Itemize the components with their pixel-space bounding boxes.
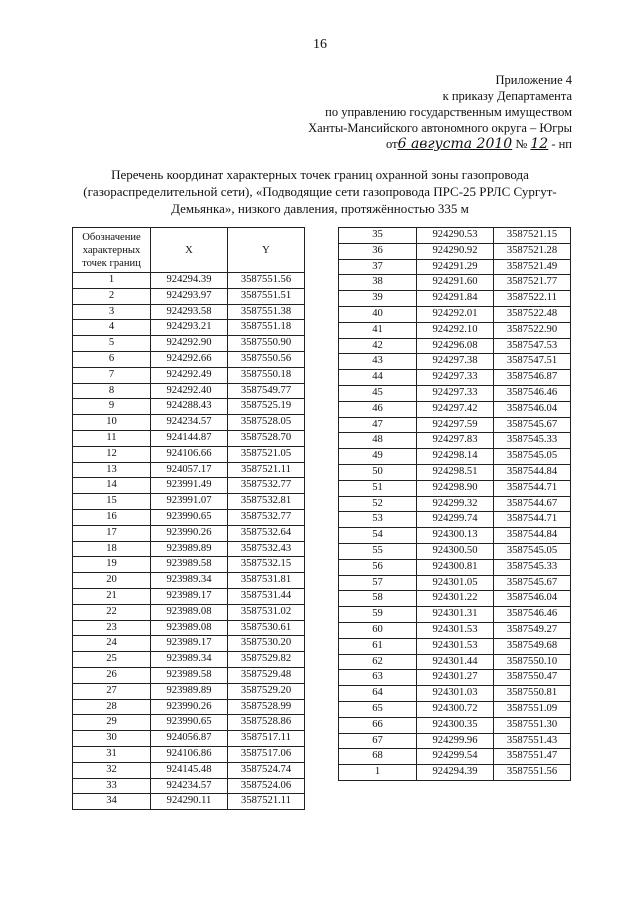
point-id: 37	[339, 259, 417, 275]
y-coordinate: 3587531.44	[228, 588, 305, 604]
table-row	[73, 478, 305, 494]
point-id: 30	[73, 731, 151, 747]
y-coordinate: 3587532.43	[228, 541, 305, 557]
x-coordinate: 924106.66	[151, 446, 228, 462]
table-row	[73, 383, 305, 399]
table-row	[339, 322, 571, 338]
point-id: 20	[73, 573, 151, 589]
point-id: 52	[339, 496, 417, 512]
table-row	[73, 652, 305, 668]
x-coordinate: 923990.65	[151, 509, 228, 525]
y-coordinate: 3587547.53	[494, 338, 571, 354]
table-row	[339, 228, 571, 244]
y-coordinate: 3587546.46	[494, 607, 571, 623]
point-id: 17	[73, 525, 151, 541]
table-row	[339, 670, 571, 686]
x-coordinate: 924291.29	[417, 259, 494, 275]
table-row	[339, 306, 571, 322]
x-coordinate: 924288.43	[151, 399, 228, 415]
table-header-row	[73, 228, 305, 273]
y-coordinate: 3587546.87	[494, 370, 571, 386]
y-coordinate: 3587544.67	[494, 496, 571, 512]
table-row	[73, 588, 305, 604]
x-coordinate: 924294.39	[151, 273, 228, 289]
document-title: Перечень координат характерных точек границ охранной зоны газопровода (газораспределительной сети), «Подводящие сети газопровода ПРС-25 РРЛС Сургут-Демьянка», низкого давления, протяжённостью 335 м	[83, 167, 557, 216]
table-row	[339, 607, 571, 623]
table-row	[73, 762, 305, 778]
table-row	[73, 336, 305, 352]
point-id: 4	[73, 320, 151, 336]
y-coordinate: 3587529.48	[228, 667, 305, 683]
x-coordinate: 924297.59	[417, 417, 494, 433]
point-id: 49	[339, 449, 417, 465]
x-coordinate: 924297.42	[417, 401, 494, 417]
y-coordinate: 3587522.90	[494, 322, 571, 338]
y-coordinate: 3587528.86	[228, 715, 305, 731]
x-coordinate: 924301.03	[417, 686, 494, 702]
table-row	[73, 415, 305, 431]
table-row	[73, 557, 305, 573]
x-coordinate: 924300.50	[417, 543, 494, 559]
x-coordinate: 923990.26	[151, 699, 228, 715]
y-coordinate: 3587551.30	[494, 717, 571, 733]
table-row	[73, 367, 305, 383]
point-id: 28	[73, 699, 151, 715]
table-row	[73, 399, 305, 415]
x-coordinate: 924144.87	[151, 430, 228, 446]
point-id: 60	[339, 622, 417, 638]
y-coordinate: 3587550.81	[494, 686, 571, 702]
table-row	[73, 288, 305, 304]
y-coordinate: 3587551.18	[228, 320, 305, 336]
y-coordinate: 3587524.06	[228, 778, 305, 794]
x-coordinate: 924299.96	[417, 733, 494, 749]
x-coordinate: 924294.39	[417, 765, 494, 781]
table-row	[73, 620, 305, 636]
y-coordinate: 3587532.77	[228, 509, 305, 525]
x-coordinate: 923989.34	[151, 652, 228, 668]
y-coordinate: 3587545.67	[494, 417, 571, 433]
y-coordinate: 3587521.77	[494, 275, 571, 291]
y-coordinate: 3587530.61	[228, 620, 305, 636]
x-coordinate: 924297.38	[417, 354, 494, 370]
x-coordinate: 924301.27	[417, 670, 494, 686]
table-row	[73, 304, 305, 320]
y-coordinate: 3587550.56	[228, 351, 305, 367]
x-coordinate: 924297.83	[417, 433, 494, 449]
table-row	[73, 746, 305, 762]
x-coordinate: 924234.57	[151, 415, 228, 431]
annex-line-department: по управлению государственным имуществом	[325, 105, 572, 119]
order-date-number	[308, 136, 572, 152]
table-row	[339, 338, 571, 354]
point-id: 21	[73, 588, 151, 604]
point-id: 1	[339, 765, 417, 781]
table-row	[339, 449, 571, 465]
header-x: X	[151, 228, 228, 273]
x-coordinate: 924300.35	[417, 717, 494, 733]
table-row	[339, 638, 571, 654]
y-coordinate: 3587531.81	[228, 573, 305, 589]
x-coordinate: 924106.86	[151, 746, 228, 762]
y-coordinate: 3587551.09	[494, 701, 571, 717]
table-row	[73, 494, 305, 510]
point-id: 45	[339, 385, 417, 401]
table-row	[73, 794, 305, 810]
y-coordinate: 3587521.49	[494, 259, 571, 275]
point-id: 57	[339, 575, 417, 591]
x-coordinate: 924293.97	[151, 288, 228, 304]
table-row	[339, 512, 571, 528]
x-coordinate: 924145.48	[151, 762, 228, 778]
coordinates-body-left	[73, 273, 305, 810]
point-id: 13	[73, 462, 151, 478]
y-coordinate: 3587532.64	[228, 525, 305, 541]
table-row	[339, 259, 571, 275]
point-id: 38	[339, 275, 417, 291]
y-coordinate: 3587544.84	[494, 464, 571, 480]
point-id: 1	[73, 273, 151, 289]
x-coordinate: 924297.33	[417, 370, 494, 386]
table-row	[73, 525, 305, 541]
x-coordinate: 924301.53	[417, 622, 494, 638]
x-coordinate: 924292.40	[151, 383, 228, 399]
number-suffix: - нп	[551, 137, 572, 151]
table-row	[73, 778, 305, 794]
table-row	[73, 446, 305, 462]
y-coordinate: 3587522.11	[494, 291, 571, 307]
x-coordinate: 924057.17	[151, 462, 228, 478]
annex-line-order: к приказу Департамента	[442, 89, 572, 103]
table-row	[339, 275, 571, 291]
table-row	[73, 351, 305, 367]
point-id: 43	[339, 354, 417, 370]
x-coordinate: 924292.49	[151, 367, 228, 383]
y-coordinate: 3587544.84	[494, 528, 571, 544]
y-coordinate: 3587544.71	[494, 512, 571, 528]
x-coordinate: 924296.08	[417, 338, 494, 354]
table-row	[339, 559, 571, 575]
point-id: 14	[73, 478, 151, 494]
handwritten-date: 6 августа 2010	[397, 136, 513, 152]
y-coordinate: 3587532.81	[228, 494, 305, 510]
x-coordinate: 924297.33	[417, 385, 494, 401]
x-coordinate: 924056.87	[151, 731, 228, 747]
x-coordinate: 924292.01	[417, 306, 494, 322]
y-coordinate: 3587524.74	[228, 762, 305, 778]
y-coordinate: 3587528.70	[228, 430, 305, 446]
y-coordinate: 3587550.18	[228, 367, 305, 383]
point-id: 62	[339, 654, 417, 670]
y-coordinate: 3587522.48	[494, 306, 571, 322]
y-coordinate: 3587545.33	[494, 559, 571, 575]
table-row	[339, 480, 571, 496]
point-id: 35	[339, 228, 417, 244]
table-row	[339, 591, 571, 607]
point-id: 36	[339, 243, 417, 259]
y-coordinate: 3587550.47	[494, 670, 571, 686]
point-id: 6	[73, 351, 151, 367]
number-prefix: №	[515, 137, 528, 151]
y-coordinate: 3587532.15	[228, 557, 305, 573]
y-coordinate: 3587549.77	[228, 383, 305, 399]
point-id: 10	[73, 415, 151, 431]
x-coordinate: 923990.65	[151, 715, 228, 731]
table-row	[73, 636, 305, 652]
point-id: 3	[73, 304, 151, 320]
x-coordinate: 924301.22	[417, 591, 494, 607]
point-id: 63	[339, 670, 417, 686]
point-id: 27	[73, 683, 151, 699]
x-coordinate: 923989.34	[151, 573, 228, 589]
y-coordinate: 3587521.11	[228, 462, 305, 478]
point-id: 68	[339, 749, 417, 765]
point-id: 61	[339, 638, 417, 654]
annex-header	[308, 72, 572, 152]
table-row	[73, 573, 305, 589]
annex-title: Приложение 4	[495, 73, 572, 87]
x-coordinate: 924291.60	[417, 275, 494, 291]
point-id: 16	[73, 509, 151, 525]
y-coordinate: 3587545.33	[494, 433, 571, 449]
x-coordinate: 924291.84	[417, 291, 494, 307]
point-id: 5	[73, 336, 151, 352]
point-id: 50	[339, 464, 417, 480]
y-coordinate: 3587546.04	[494, 591, 571, 607]
table-row	[73, 667, 305, 683]
y-coordinate: 3587546.04	[494, 401, 571, 417]
x-coordinate: 923989.08	[151, 620, 228, 636]
x-coordinate: 924293.21	[151, 320, 228, 336]
y-coordinate: 3587532.77	[228, 478, 305, 494]
x-coordinate: 923989.89	[151, 541, 228, 557]
x-coordinate: 923989.58	[151, 667, 228, 683]
point-id: 64	[339, 686, 417, 702]
point-id: 11	[73, 430, 151, 446]
point-id: 15	[73, 494, 151, 510]
table-row	[73, 462, 305, 478]
table-row	[73, 320, 305, 336]
table-row	[339, 528, 571, 544]
x-coordinate: 924300.81	[417, 559, 494, 575]
point-id: 46	[339, 401, 417, 417]
y-coordinate: 3587551.38	[228, 304, 305, 320]
point-id: 47	[339, 417, 417, 433]
y-coordinate: 3587550.90	[228, 336, 305, 352]
point-id: 51	[339, 480, 417, 496]
point-id: 40	[339, 306, 417, 322]
point-id: 19	[73, 557, 151, 573]
y-coordinate: 3587549.68	[494, 638, 571, 654]
x-coordinate: 923989.08	[151, 604, 228, 620]
point-id: 31	[73, 746, 151, 762]
x-coordinate: 924301.44	[417, 654, 494, 670]
x-coordinate: 924299.32	[417, 496, 494, 512]
y-coordinate: 3587549.27	[494, 622, 571, 638]
point-id: 29	[73, 715, 151, 731]
y-coordinate: 3587529.82	[228, 652, 305, 668]
table-row	[339, 733, 571, 749]
y-coordinate: 3587551.56	[494, 765, 571, 781]
point-id: 7	[73, 367, 151, 383]
point-id: 26	[73, 667, 151, 683]
x-coordinate: 924301.53	[417, 638, 494, 654]
x-coordinate: 923991.07	[151, 494, 228, 510]
y-coordinate: 3587545.05	[494, 449, 571, 465]
table-row	[73, 683, 305, 699]
y-coordinate: 3587525.19	[228, 399, 305, 415]
x-coordinate: 924298.90	[417, 480, 494, 496]
y-coordinate: 3587551.47	[494, 749, 571, 765]
handwritten-number: 12	[530, 136, 549, 152]
table-row	[339, 575, 571, 591]
table-row	[339, 291, 571, 307]
table-row	[339, 701, 571, 717]
table-row	[73, 699, 305, 715]
table-row	[339, 243, 571, 259]
y-coordinate: 3587530.20	[228, 636, 305, 652]
y-coordinate: 3587521.05	[228, 446, 305, 462]
point-id: 25	[73, 652, 151, 668]
point-id: 8	[73, 383, 151, 399]
x-coordinate: 924290.53	[417, 228, 494, 244]
point-id: 65	[339, 701, 417, 717]
point-id: 41	[339, 322, 417, 338]
table-row	[73, 509, 305, 525]
header-y: Y	[228, 228, 305, 273]
x-coordinate: 923991.49	[151, 478, 228, 494]
table-row	[339, 354, 571, 370]
table-row	[339, 543, 571, 559]
y-coordinate: 3587521.15	[494, 228, 571, 244]
table-row	[339, 433, 571, 449]
x-coordinate: 923989.58	[151, 557, 228, 573]
table-row	[73, 541, 305, 557]
table-row	[339, 654, 571, 670]
y-coordinate: 3587547.51	[494, 354, 571, 370]
x-coordinate: 924301.05	[417, 575, 494, 591]
point-id: 32	[73, 762, 151, 778]
x-coordinate: 924299.54	[417, 749, 494, 765]
point-id: 58	[339, 591, 417, 607]
point-id: 44	[339, 370, 417, 386]
table-row	[339, 686, 571, 702]
x-coordinate: 924293.58	[151, 304, 228, 320]
x-coordinate: 923989.17	[151, 588, 228, 604]
x-coordinate: 924290.92	[417, 243, 494, 259]
point-id: 66	[339, 717, 417, 733]
table-row	[339, 749, 571, 765]
point-id: 12	[73, 446, 151, 462]
x-coordinate: 924301.31	[417, 607, 494, 623]
table-row	[339, 370, 571, 386]
y-coordinate: 3587544.71	[494, 480, 571, 496]
table-row	[339, 401, 571, 417]
point-id: 55	[339, 543, 417, 559]
table-row	[73, 604, 305, 620]
page-number: 16	[313, 37, 327, 52]
point-id: 48	[339, 433, 417, 449]
point-id: 23	[73, 620, 151, 636]
point-id: 33	[73, 778, 151, 794]
y-coordinate: 3587528.05	[228, 415, 305, 431]
table-row	[339, 765, 571, 781]
table-row	[73, 273, 305, 289]
coordinates-table-left	[72, 227, 305, 810]
y-coordinate: 3587517.11	[228, 731, 305, 747]
point-id: 59	[339, 607, 417, 623]
x-coordinate: 924292.66	[151, 351, 228, 367]
annex-line-region: Ханты-Мансийского автономного округа – Югры	[308, 121, 572, 135]
point-id: 54	[339, 528, 417, 544]
y-coordinate: 3587551.43	[494, 733, 571, 749]
x-coordinate: 923989.89	[151, 683, 228, 699]
y-coordinate: 3587528.99	[228, 699, 305, 715]
coordinates-body-right	[339, 228, 571, 781]
y-coordinate: 3587550.10	[494, 654, 571, 670]
x-coordinate: 924300.72	[417, 701, 494, 717]
point-id: 42	[339, 338, 417, 354]
x-coordinate: 923989.17	[151, 636, 228, 652]
table-row	[339, 385, 571, 401]
y-coordinate: 3587531.02	[228, 604, 305, 620]
y-coordinate: 3587551.51	[228, 288, 305, 304]
point-id: 67	[339, 733, 417, 749]
x-coordinate: 924234.57	[151, 778, 228, 794]
y-coordinate: 3587529.20	[228, 683, 305, 699]
point-id: 9	[73, 399, 151, 415]
x-coordinate: 924292.10	[417, 322, 494, 338]
y-coordinate: 3587521.28	[494, 243, 571, 259]
x-coordinate: 924298.14	[417, 449, 494, 465]
x-coordinate: 924298.51	[417, 464, 494, 480]
x-coordinate: 923990.26	[151, 525, 228, 541]
table-row	[339, 496, 571, 512]
table-row	[73, 731, 305, 747]
y-coordinate: 3587545.05	[494, 543, 571, 559]
date-prefix: от	[386, 137, 398, 151]
table-row	[339, 417, 571, 433]
point-id: 39	[339, 291, 417, 307]
point-id: 2	[73, 288, 151, 304]
table-row	[73, 430, 305, 446]
x-coordinate: 924292.90	[151, 336, 228, 352]
table-row	[339, 622, 571, 638]
x-coordinate: 924290.11	[151, 794, 228, 810]
coordinates-table-right	[338, 227, 571, 781]
y-coordinate: 3587546.46	[494, 385, 571, 401]
point-id: 34	[73, 794, 151, 810]
y-coordinate: 3587517.06	[228, 746, 305, 762]
table-row	[339, 464, 571, 480]
y-coordinate: 3587551.56	[228, 273, 305, 289]
y-coordinate: 3587545.67	[494, 575, 571, 591]
point-id: 53	[339, 512, 417, 528]
x-coordinate: 924299.74	[417, 512, 494, 528]
point-id: 22	[73, 604, 151, 620]
header-point: Обозначение характерных точек границ	[73, 228, 151, 273]
y-coordinate: 3587521.11	[228, 794, 305, 810]
point-id: 18	[73, 541, 151, 557]
point-id: 24	[73, 636, 151, 652]
x-coordinate: 924300.13	[417, 528, 494, 544]
table-row	[73, 715, 305, 731]
point-id: 56	[339, 559, 417, 575]
table-row	[339, 717, 571, 733]
